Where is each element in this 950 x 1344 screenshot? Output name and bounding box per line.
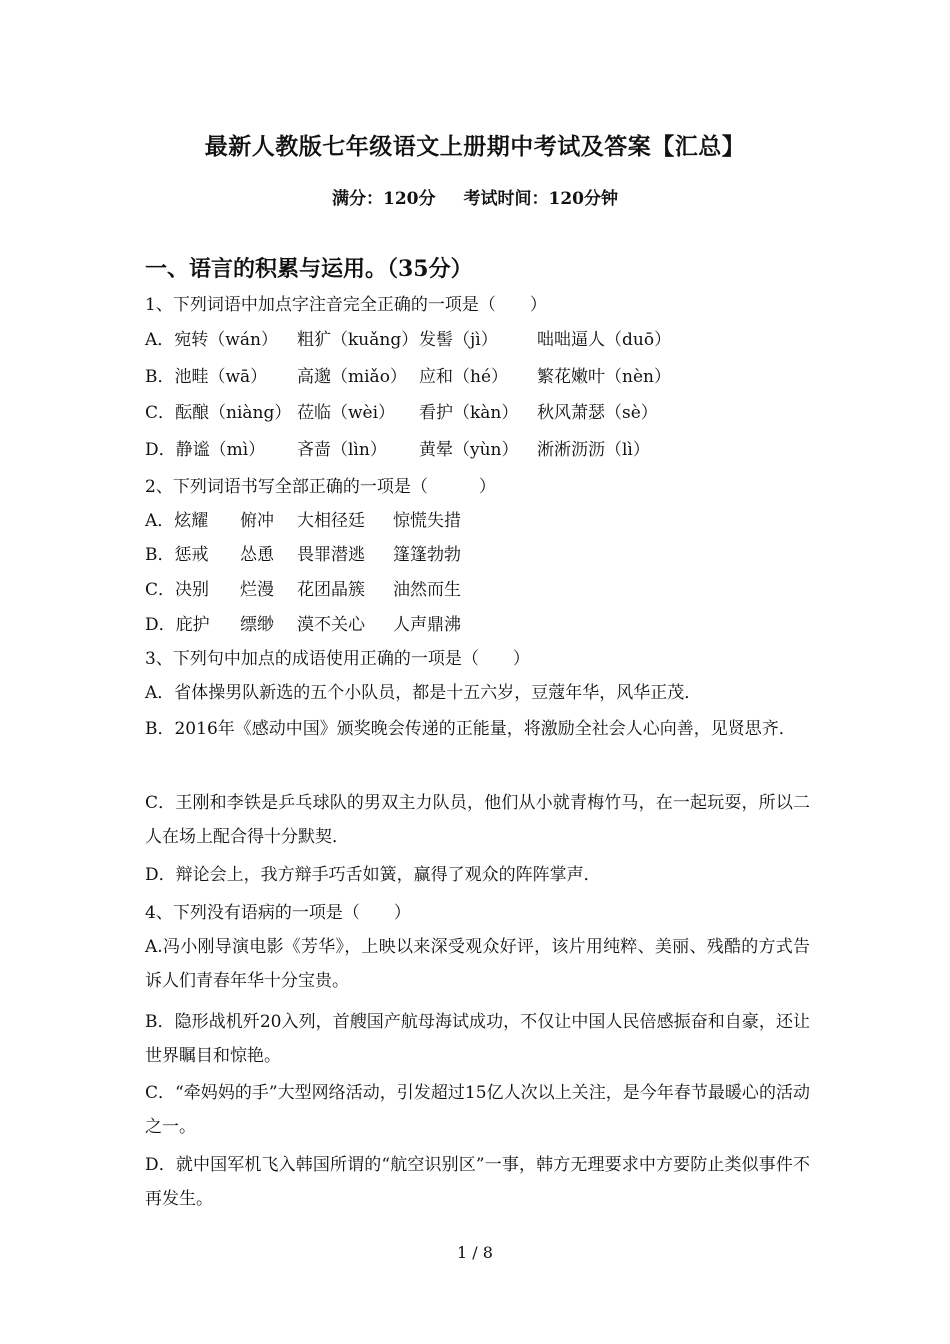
full-score: 满分：120分 [332, 189, 436, 209]
question-4-option-d: D．就中国军机飞入韩国所谓的“航空识别区”一事，韩方无理要求中方要防止类似事件不再发生。 [145, 1155, 810, 1209]
question-3-stem: 3、下列句中加点的成语使用正确的一项是（ ） [145, 649, 530, 669]
question-3-option-c: C．王刚和李铁是乒乓球队的男双主力队员，他们从小就青梅竹马，在一起玩耍，所以二人在场上配合得十分默契． [145, 793, 810, 847]
question-1-stem: 1、下列词语中加点字注音完全正确的一项是（ ） [145, 295, 547, 315]
question-4-option-c: C．“牵妈妈的手”大型网络活动，引发超过15亿人次以上关注，是今年春节最暖心的活动之一。 [145, 1083, 810, 1137]
question-1-option-c: C．酝酿（niàng） 莅临（wèi） 看护（kàn） 秋风萧瑟（sè） [145, 403, 658, 423]
question-4-option-a: A.冯小刚导演电影《芳华》，上映以来深受观众好评，该片用纯粹、美丽、残酷的方式告诉人们青春年华十分宝贵。 [145, 937, 810, 991]
question-3-option-a: A．省体操男队新选的五个小队员，都是十五六岁，豆蔻年华，风华正茂． [145, 683, 702, 703]
question-1-option-a: A．宛转（wán） 粗犷（kuǎng）发髻（jì） 咄咄逼人（duō） [145, 330, 672, 350]
question-1-option-d: D．静谧（mì） 吝啬（lìn） 黄晕（yùn） 淅淅沥沥（lì） [145, 440, 650, 460]
question-2-option-c: C．决别 烂漫 花团晶簇 油然而生 [145, 580, 461, 600]
question-4-option-b: B．隐形战机歼20入列，首艘国产航母海试成功，不仅让中国人民倍感振奋和自豪，还让世界瞩目和惊艳。 [145, 1012, 810, 1066]
page-number: 1 / 8 [457, 1243, 493, 1262]
question-2-option-b: B．惩戒 怂恿 畏罪潜逃 篷篷勃勃 [145, 545, 461, 565]
exam-info [0, 184, 950, 209]
exam-time: 考试时间：120分钟 [463, 189, 618, 209]
question-2-option-d: D．庇护 缥缈 漠不关心 人声鼎沸 [145, 615, 461, 635]
question-2-stem: 2、下列词语书写全部正确的一项是（ ） [145, 477, 496, 497]
question-3-option-d: D．辩论会上，我方辩手巧舌如簧，赢得了观众的阵阵掌声． [145, 865, 601, 885]
question-4-stem: 4、下列没有语病的一项是（ ） [145, 903, 411, 923]
section-heading: 一、语言的积累与运用。（35分） [145, 256, 473, 282]
document-title: 最新人教版七年级语文上册期中考试及答案【汇总】 [204, 133, 746, 160]
question-2-option-a: A．炫耀 俯冲 大相径廷 惊慌失措 [145, 511, 461, 531]
question-1-option-b: B．池畦（wā） 高邈（miǎo） 应和（hé） 繁花嫩叶（nèn） [145, 367, 671, 387]
question-3-option-b: B．2016年《感动中国》颁奖晚会传递的正能量，将激励全社会人心向善，见贤思齐． [145, 719, 796, 739]
